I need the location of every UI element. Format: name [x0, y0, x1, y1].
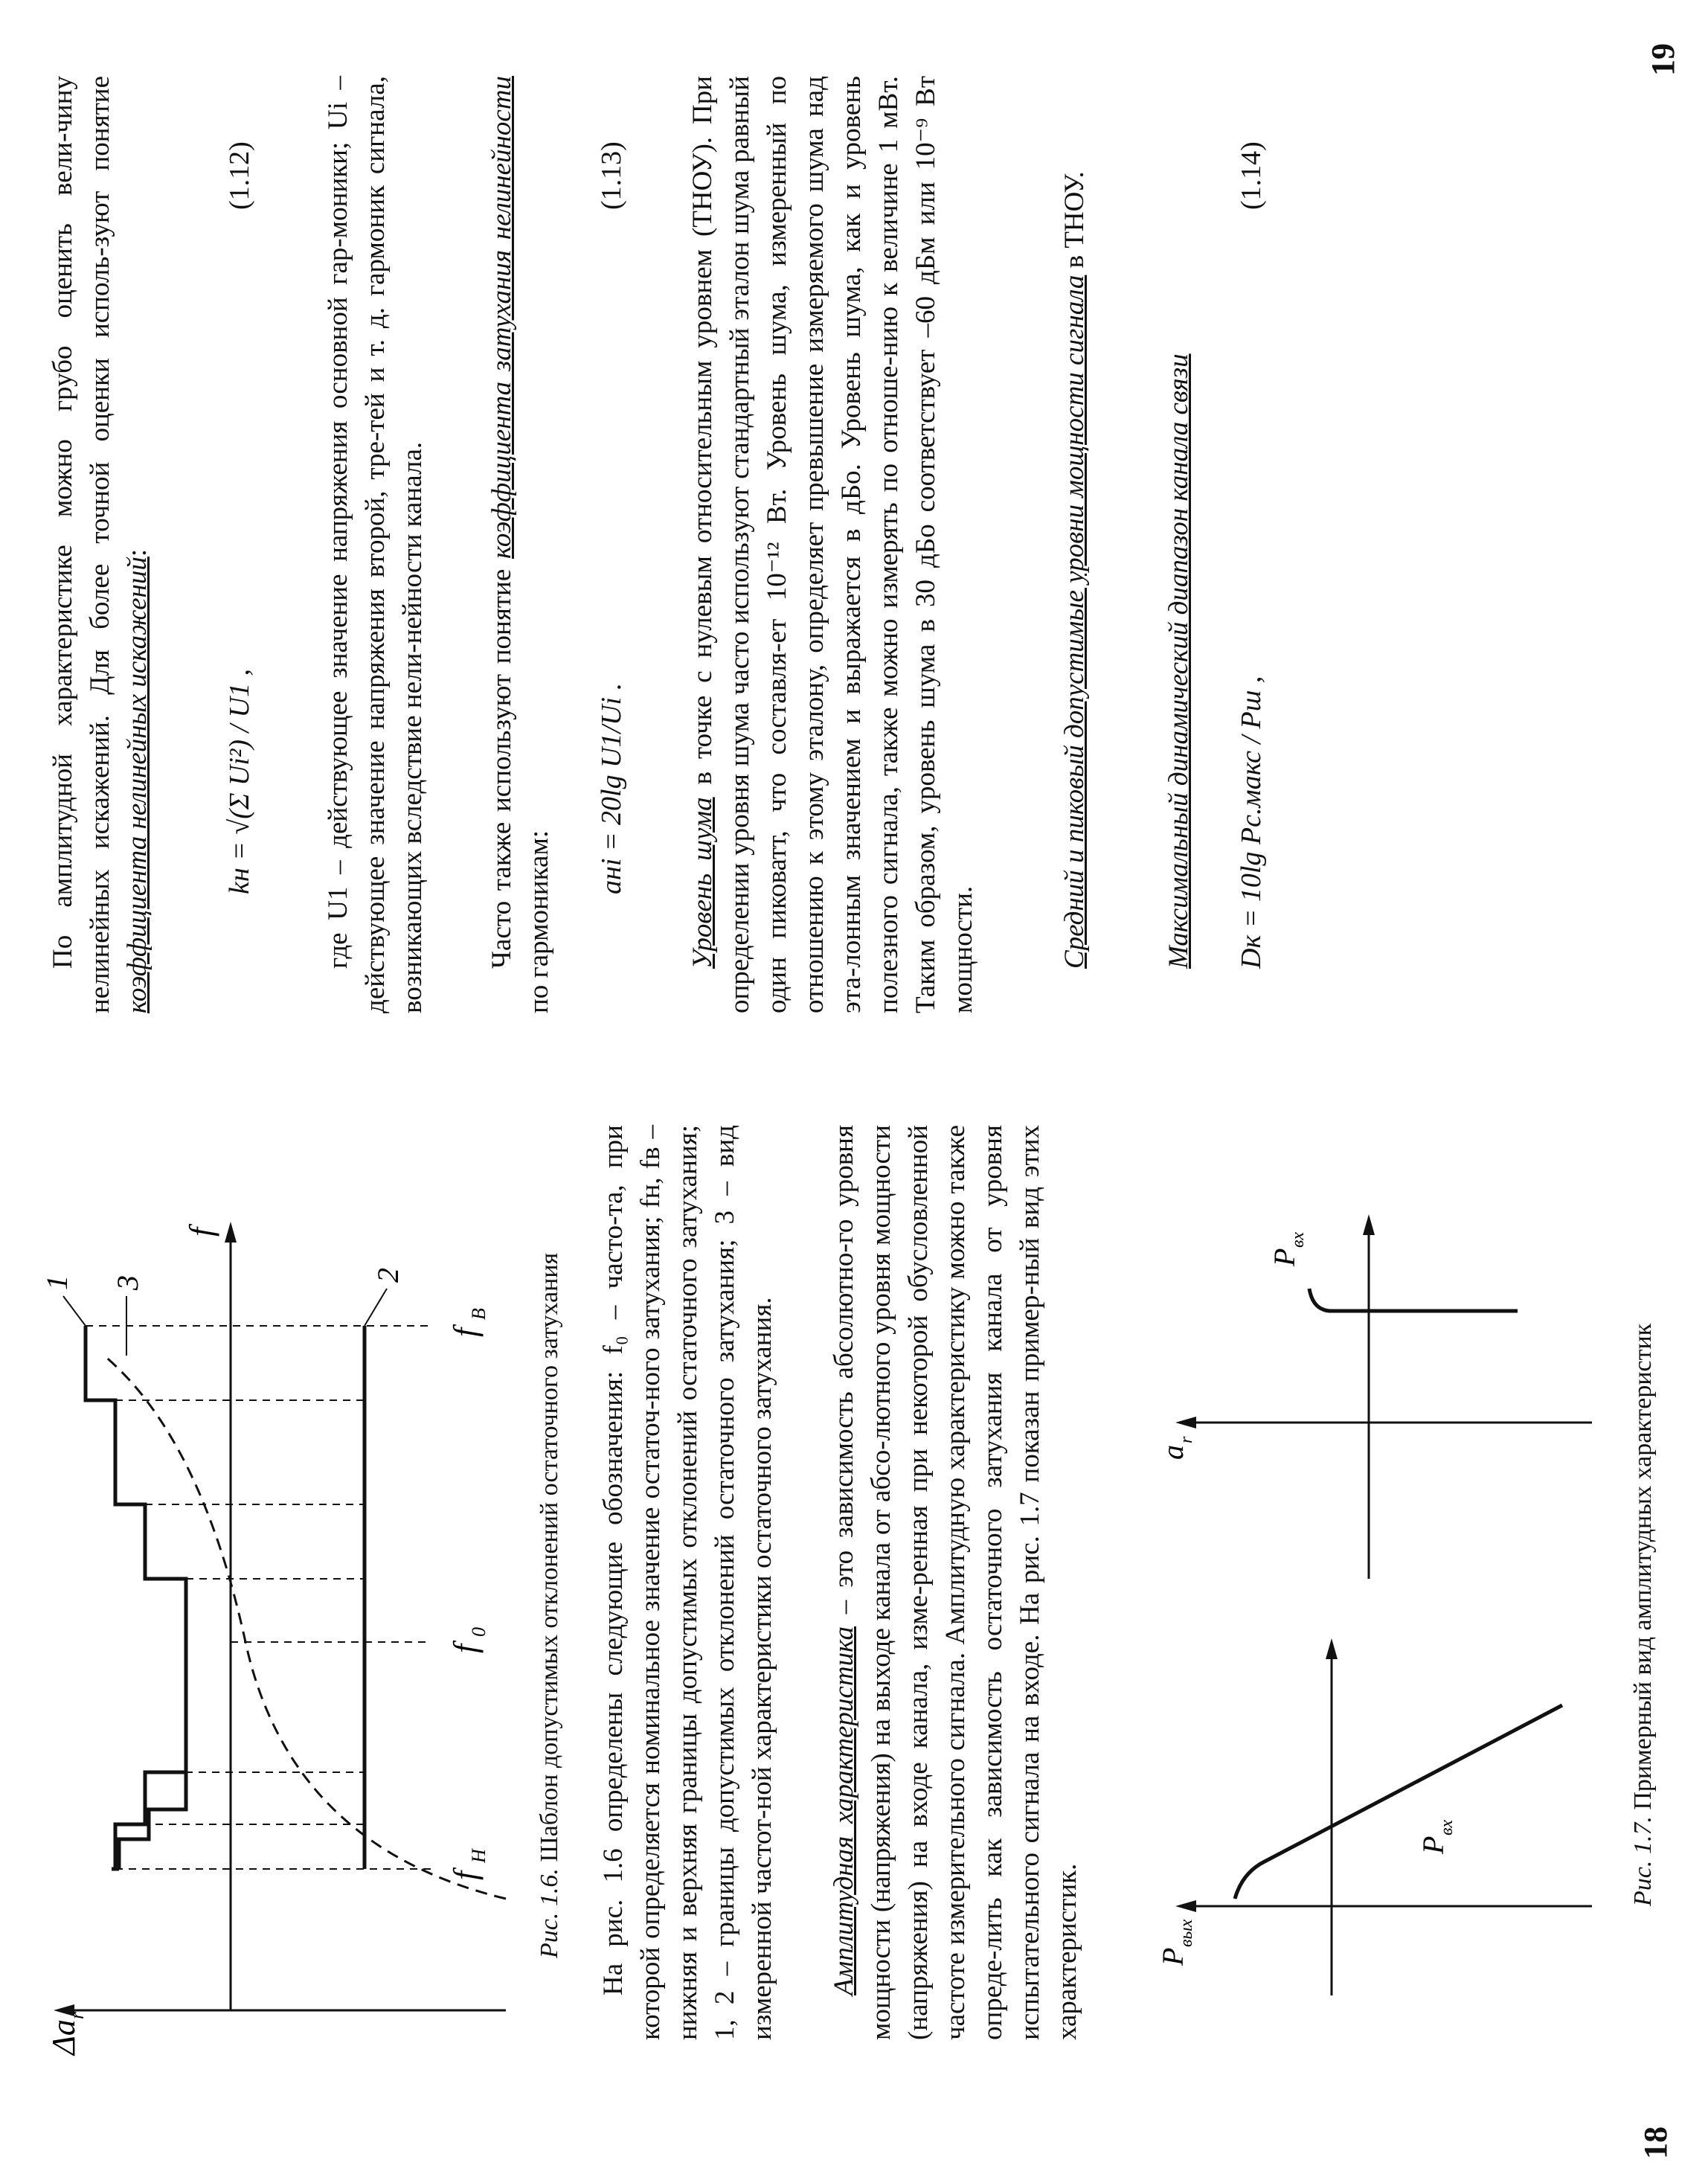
fig16-label-2: 2	[371, 1268, 405, 1283]
fig16-y-label: Δa	[45, 2019, 82, 2055]
fig17-left-x-label: P	[1416, 1835, 1450, 1854]
left-page	[0, 1088, 1708, 2174]
fig17-left-x-sub: вх	[1437, 1819, 1457, 1835]
eqnum-1-12: (1.12)	[224, 141, 255, 210]
fig17-right-y-label: a	[1156, 1445, 1190, 1460]
term-max-dynamic-range: Максимальный динамический диапазон канала связи	[1163, 353, 1194, 969]
fig16-tick-f0-sub: 0	[468, 1627, 489, 1637]
fig17-caption	[1629, 1162, 1657, 1906]
right-para-1-b: :	[122, 548, 152, 557]
formula-1-13: aнi = 20lg U1/Ui .	[596, 682, 627, 894]
fig17-caption-text: Примерный вид амплитудных характеристик	[1629, 1323, 1657, 1810]
page-number-19: 19	[1645, 43, 1681, 76]
term-avg-peak-power: Средний и пиковый допустимые уровни мощности сигнала	[1059, 275, 1090, 969]
right-para-2: где U1 – действующее значение напряжения основной гар-моники; Ui – действующее значение напряжения второй, тре-тей и т. д. гармоник сигнала, возникающих вследствие нели-нейности канала.	[323, 76, 428, 1013]
fig17-right-y-sub: r	[1177, 1436, 1196, 1443]
fig17-right-x-sub: вх	[1288, 1231, 1308, 1248]
eqnum-1-13: (1.13)	[596, 141, 627, 210]
fig17-right-x-label: P	[1268, 1248, 1301, 1266]
fig16-tick-f0: f	[447, 1644, 484, 1653]
term-nonlinear-distortion-coeff: коэффициента нелинейных искажений	[122, 557, 152, 1013]
right-para-3	[484, 76, 558, 1013]
left-para-2	[826, 1125, 1086, 2040]
fig16-x-label: f	[183, 1227, 219, 1237]
figure-1-7	[1146, 1162, 1607, 2055]
page-number-18: 18	[1637, 2126, 1674, 2159]
fig16-y-sub: r	[66, 2011, 88, 2019]
fig16-tick-fb-sub: B	[468, 1308, 489, 1320]
right-para-5	[1056, 76, 1094, 1013]
term-nonlinearity-attenuation-coeff: коэффициента затухания нелинейности	[487, 75, 517, 559]
formula-1-12: kн = √(Σ Ui²) / U1 ,	[224, 669, 255, 894]
right-para-1-a: По амплитудной характеристике можно грубо оценить вели-чину нелинейных искажений. Для более точной оценки исполь-зуют понятие	[48, 76, 115, 1013]
right-para-6	[1160, 76, 1198, 1013]
fig17-left-y-label: P	[1156, 1947, 1190, 1966]
right-para-3-b: по гармоникам:	[524, 830, 554, 1013]
left-para-2-text: – это зависимость абсолютно-го уровня мощности (напряжения) на выходе канала от абсо-лютного уровня мощности (напряжения) на входе канала, изме-ренная при некоторой обусловленной частоте измерительного сигнала. Амплитудную характеристику можно также опреде-лить как зависимость остаточного затухания канала от уровня испытательного сигнала на входе. На рис. 1.7 показан пример-ный вид этих характеристик.	[829, 1125, 1082, 2040]
figure-1-6	[40, 1177, 521, 2070]
formula-1-14: Dк = 10lg Pс.макс / Pш ,	[1236, 676, 1267, 969]
right-para-4-text: в точке с нулевым относительным уровнем (ТНОУ). При определении уровня шума часто используют стандартный эталон шума равный один пиковатт, что составля-ет 10⁻¹² Вт. Уровень шума, измеренный по отношению к этому эталону, определяет превышение измеряемого шума над эта-лонным значением и выражается в дБо. Уровень шума, как и уровень полезного сигнала, также можно измерять по отноше-нию к величине 1 мВт. Таким образом, уровень шума в 30 дБо соответствует –60 дБм или 10⁻⁹ Вт мощности.	[687, 76, 978, 1013]
fig16-caption-num: Рис. 1.6.	[536, 1868, 563, 1958]
term-noise-level: Уровень шума	[687, 797, 718, 969]
fig16-caption	[536, 1140, 564, 1958]
right-para-5-text: в ТНОУ.	[1059, 171, 1090, 275]
fig16-caption-text: Шаблон допустимых отклонений остаточного затухания	[536, 1252, 563, 1862]
fig16-tick-fh-sub: H	[468, 1849, 489, 1863]
fig16-label-1: 1	[40, 1275, 74, 1290]
fig17-caption-num: Рис. 1.7.	[1629, 1816, 1657, 1906]
right-para-3-a: Часто также используют понятие	[487, 559, 517, 969]
fig16-tick-fb: f	[447, 1327, 484, 1337]
fig16-tick-fh: f	[447, 1870, 484, 1880]
right-para-1	[45, 76, 156, 1013]
fig16-label-3: 3	[111, 1275, 144, 1290]
left-para-1: На рис. 1.6 определены следующие обозначения: f₀ – часто-та, при которой определяется номинальное значение остаточ-ного затухания; fн, fв – нижняя и верхняя границы допустимых отклонений остаточного затухания; 1, 2 – границы допустимых отклонений остаточного затухания; 3 – вид измеренной частот-ной характеристики остаточного затухания.	[598, 1125, 777, 2040]
right-para-4	[684, 76, 982, 1013]
fig17-left-y-sub: вых	[1177, 1919, 1196, 1947]
eqnum-1-14: (1.14)	[1236, 141, 1267, 210]
term-amplitude-characteristic: Амплитудная характеристика	[829, 1626, 859, 1995]
